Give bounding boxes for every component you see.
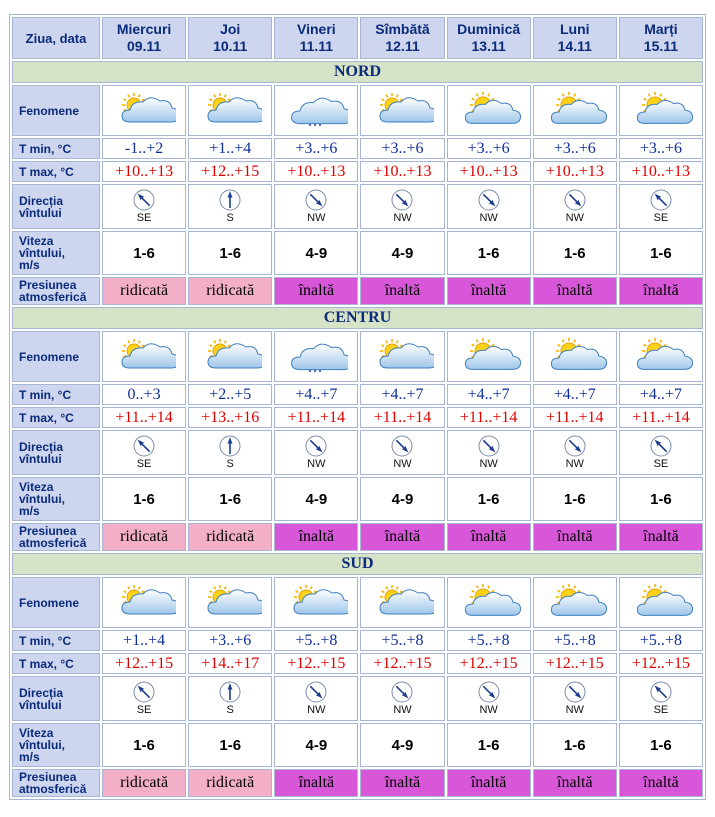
- phenomena-cell: [447, 577, 531, 628]
- day-name: Sîmbătă: [375, 21, 430, 37]
- phenomena-cell: [102, 331, 186, 382]
- label-line: Presiunea: [19, 770, 77, 784]
- pressure-value: ridicată: [102, 523, 186, 551]
- label-line: Direcția: [19, 193, 64, 208]
- mostly-sunny-icon: [457, 584, 521, 622]
- day-name: Vineri: [297, 21, 336, 37]
- phenomena-cell: [360, 331, 444, 382]
- region-header-row: [12, 307, 703, 329]
- day-date: 09.11: [126, 38, 162, 54]
- wind-direction-cell: [360, 430, 444, 475]
- mostly-sunny-icon: [629, 338, 693, 376]
- wind-direction-cell: [533, 430, 617, 475]
- day-header: [619, 17, 703, 59]
- label-line: atmosferică: [19, 290, 87, 304]
- tmin-value: +5..+8: [533, 630, 617, 651]
- wind-direction-text: SE: [653, 704, 669, 716]
- tmin-value: +3..+6: [619, 138, 703, 159]
- day-header: [447, 17, 531, 59]
- day-name: Marți: [644, 21, 678, 37]
- tmax-row: [12, 653, 703, 674]
- pressure-value: înaltă: [533, 523, 617, 551]
- tmin-row: [12, 384, 703, 405]
- wind-speed-value: 1-6: [533, 723, 617, 767]
- region-name: CENTRU: [12, 307, 703, 329]
- wind-speed-label: [12, 231, 100, 275]
- label-line: m/s: [19, 750, 40, 764]
- wind-direction-compass-icon: [391, 681, 413, 703]
- wind-direction-cell: [360, 676, 444, 721]
- pressure-value: înaltă: [447, 277, 531, 305]
- day-header: [274, 17, 358, 59]
- phenomena-row: [12, 577, 703, 628]
- mostly-sunny-icon: [543, 338, 607, 376]
- partly-cloudy-icon: [112, 92, 176, 130]
- partly-cloudy-icon: [112, 338, 176, 376]
- mostly-sunny-icon: [543, 584, 607, 622]
- wind-direction-compass-icon: [478, 189, 500, 211]
- wind-speed-value: 1-6: [102, 477, 186, 521]
- tmax-value: +14..+17: [188, 653, 272, 674]
- pressure-value: înaltă: [533, 277, 617, 305]
- wind-direction-compass-icon: [650, 435, 672, 457]
- pressure-value: ridicată: [188, 523, 272, 551]
- tmax-value: +12..+15: [274, 653, 358, 674]
- tmax-value: +11..+14: [102, 407, 186, 428]
- day-date: 11.11: [299, 38, 334, 54]
- label-line: Presiunea: [19, 278, 77, 292]
- wind-direction-text: NW: [565, 704, 584, 716]
- wind-speed-value: 4-9: [274, 231, 358, 275]
- tmin-row: [12, 138, 703, 159]
- wind-direction-cell: [360, 184, 444, 229]
- wind-direction-text: NW: [565, 212, 584, 224]
- phenomena-cell: [619, 85, 703, 136]
- pressure-row: [12, 769, 703, 797]
- wind-direction-compass-icon: [391, 435, 413, 457]
- label-line: Direcția: [19, 439, 64, 454]
- wind-direction-text: NW: [479, 212, 498, 224]
- label-line: vîntului,: [19, 738, 65, 752]
- phenomena-cell: [102, 577, 186, 628]
- wind-direction-text: NW: [393, 704, 412, 716]
- day-name: Luni: [560, 21, 590, 37]
- wind-speed-value: 1-6: [102, 723, 186, 767]
- tmin-value: +4..+7: [447, 384, 531, 405]
- wind-direction-cell: [619, 676, 703, 721]
- phenomena-cell: [274, 577, 358, 628]
- wind-direction-text: NW: [393, 458, 412, 470]
- tmin-value: +1..+4: [188, 138, 272, 159]
- pressure-label: [12, 277, 100, 305]
- phenomena-cell: [533, 85, 617, 136]
- wind-direction-compass-icon: [305, 189, 327, 211]
- phenomena-cell: [274, 331, 358, 382]
- tmin-value: +2..+5: [188, 384, 272, 405]
- region-name: NORD: [12, 61, 703, 83]
- wind-direction-cell: [619, 430, 703, 475]
- pressure-value: înaltă: [360, 277, 444, 305]
- wind-direction-text: SE: [653, 212, 669, 224]
- day-date: 14.11: [557, 38, 592, 54]
- partly-cloudy-icon: [112, 584, 176, 622]
- wind-direction-text: NW: [307, 212, 326, 224]
- tmax-value: +12..+15: [447, 653, 531, 674]
- day-header: [360, 17, 444, 59]
- pressure-value: ridicată: [188, 277, 272, 305]
- wind-speed-value: 1-6: [447, 723, 531, 767]
- wind-direction-compass-icon: [219, 435, 241, 457]
- wind-speed-value: 1-6: [619, 723, 703, 767]
- pressure-value: înaltă: [619, 769, 703, 797]
- wind-speed-value: 1-6: [533, 231, 617, 275]
- tmax-value: +12..+15: [360, 653, 444, 674]
- phenomena-label: Fenomene: [12, 331, 100, 382]
- wind-direction-compass-icon: [133, 681, 155, 703]
- tmin-value: 0..+3: [102, 384, 186, 405]
- wind-direction-cell: [619, 184, 703, 229]
- weather-forecast-table: [9, 14, 706, 800]
- wind-direction-cell: [274, 184, 358, 229]
- partly-cloudy-icon: [370, 338, 434, 376]
- phenomena-cell: [188, 331, 272, 382]
- tmin-label: T min, °C: [12, 384, 100, 405]
- phenomena-cell: [533, 331, 617, 382]
- partly-cloudy-icon: [198, 584, 262, 622]
- tmax-value: +12..+15: [619, 653, 703, 674]
- wind-direction-text: NW: [565, 458, 584, 470]
- wind-direction-compass-icon: [391, 189, 413, 211]
- wind-speed-value: 1-6: [102, 231, 186, 275]
- label-line: Presiunea: [19, 524, 77, 538]
- tmin-label: T min, °C: [12, 138, 100, 159]
- phenomena-cell: [533, 577, 617, 628]
- wind-direction-cell: [188, 676, 272, 721]
- wind-direction-label: [12, 430, 100, 475]
- tmin-value: +5..+8: [274, 630, 358, 651]
- wind-direction-compass-icon: [478, 681, 500, 703]
- wind-direction-cell: [188, 184, 272, 229]
- tmin-row: [12, 630, 703, 651]
- wind-direction-cell: [102, 184, 186, 229]
- wind-direction-compass-icon: [478, 435, 500, 457]
- phenomena-cell: [188, 577, 272, 628]
- wind-speed-label: [12, 477, 100, 521]
- wind-direction-compass-icon: [564, 435, 586, 457]
- label-line: vîntului: [19, 697, 62, 712]
- mostly-sunny-icon: [457, 92, 521, 130]
- wind-direction-row: [12, 676, 703, 721]
- wind-direction-text: S: [226, 212, 234, 224]
- tmax-value: +11..+14: [533, 407, 617, 428]
- wind-direction-row: [12, 430, 703, 475]
- label-line: atmosferică: [19, 536, 87, 550]
- wind-direction-compass-icon: [219, 681, 241, 703]
- forecast-body: [12, 61, 703, 797]
- pressure-value: ridicată: [102, 277, 186, 305]
- wind-direction-text: NW: [479, 704, 498, 716]
- pressure-row: [12, 277, 703, 305]
- tmin-value: +4..+7: [533, 384, 617, 405]
- pressure-value: ridicată: [188, 769, 272, 797]
- pressure-value: înaltă: [447, 523, 531, 551]
- wind-speed-value: 4-9: [360, 723, 444, 767]
- wind-direction-compass-icon: [650, 189, 672, 211]
- tmin-value: +1..+4: [102, 630, 186, 651]
- wind-direction-compass-icon: [133, 435, 155, 457]
- wind-direction-compass-icon: [305, 681, 327, 703]
- wind-direction-cell: [274, 430, 358, 475]
- wind-speed-value: 4-9: [360, 231, 444, 275]
- tmax-row: [12, 161, 703, 182]
- wind-direction-text: S: [226, 458, 234, 470]
- wind-direction-text: NW: [479, 458, 498, 470]
- wind-speed-value: 4-9: [274, 723, 358, 767]
- day-header: [533, 17, 617, 59]
- day-name: Miercuri: [116, 21, 172, 37]
- label-line: vîntului,: [19, 492, 65, 506]
- wind-direction-cell: [102, 430, 186, 475]
- day-name: Joi: [220, 21, 241, 37]
- day-date: 13.11: [471, 38, 506, 54]
- region-header-row: [12, 61, 703, 83]
- phenomena-label: Fenomene: [12, 577, 100, 628]
- day-date: 10.11: [213, 38, 248, 54]
- phenomena-cell: [102, 85, 186, 136]
- wind-direction-cell: [447, 676, 531, 721]
- wind-direction-text: SE: [653, 458, 669, 470]
- tmin-label: T min, °C: [12, 630, 100, 651]
- tmax-value: +12..+15: [102, 653, 186, 674]
- partly-cloudy-icon: [370, 584, 434, 622]
- wind-direction-row: [12, 184, 703, 229]
- wind-direction-cell: [447, 430, 531, 475]
- day-date-header-label: Ziua, data: [12, 17, 100, 59]
- tmin-value: +5..+8: [360, 630, 444, 651]
- tmax-value: +10..+13: [447, 161, 531, 182]
- phenomena-label: Fenomene: [12, 85, 100, 136]
- phenomena-cell: [274, 85, 358, 136]
- wind-speed-row: [12, 231, 703, 275]
- wind-direction-compass-icon: [219, 189, 241, 211]
- wind-direction-cell: [102, 676, 186, 721]
- partly-cloudy-icon: [198, 338, 262, 376]
- day-header: [188, 17, 272, 59]
- phenomena-row: [12, 85, 703, 136]
- region-header-row: [12, 553, 703, 575]
- pressure-value: înaltă: [360, 523, 444, 551]
- partly-cloudy-icon: [370, 92, 434, 130]
- wind-direction-compass-icon: [564, 681, 586, 703]
- label-line: Viteza: [19, 234, 54, 248]
- wind-direction-compass-icon: [650, 681, 672, 703]
- wind-speed-row: [12, 723, 703, 767]
- wind-direction-cell: [274, 676, 358, 721]
- pressure-row: [12, 523, 703, 551]
- pressure-value: înaltă: [447, 769, 531, 797]
- wind-speed-value: 1-6: [188, 723, 272, 767]
- pressure-value: înaltă: [274, 769, 358, 797]
- label-line: Viteza: [19, 726, 54, 740]
- label-line: vîntului: [19, 205, 62, 220]
- phenomena-cell: [360, 85, 444, 136]
- tmin-value: +4..+7: [274, 384, 358, 405]
- tmax-value: +10..+13: [360, 161, 444, 182]
- tmin-value: +5..+8: [619, 630, 703, 651]
- wind-direction-text: SE: [136, 704, 152, 716]
- wind-direction-text: SE: [136, 212, 152, 224]
- wind-direction-text: NW: [307, 458, 326, 470]
- wind-direction-cell: [533, 676, 617, 721]
- tmax-value: +13..+16: [188, 407, 272, 428]
- label-line: atmosferică: [19, 782, 87, 796]
- phenomena-cell: [447, 85, 531, 136]
- tmax-value: +12..+15: [188, 161, 272, 182]
- pressure-value: înaltă: [274, 523, 358, 551]
- tmin-value: +3..+6: [188, 630, 272, 651]
- wind-direction-cell: [533, 184, 617, 229]
- tmax-label: T max, °C: [12, 407, 100, 428]
- wind-speed-row: [12, 477, 703, 521]
- day-name: Duminică: [457, 21, 521, 37]
- tmax-row: [12, 407, 703, 428]
- header-row: [12, 17, 703, 59]
- tmax-value: +10..+13: [102, 161, 186, 182]
- phenomena-cell: [188, 85, 272, 136]
- mostly-sunny-icon: [457, 338, 521, 376]
- label-line: Viteza: [19, 480, 54, 494]
- tmin-value: +3..+6: [533, 138, 617, 159]
- wind-speed-value: 4-9: [274, 477, 358, 521]
- wind-direction-label: [12, 184, 100, 229]
- tmin-value: -1..+2: [102, 138, 186, 159]
- wind-direction-cell: [188, 430, 272, 475]
- phenomena-cell: [360, 577, 444, 628]
- tmin-value: +4..+7: [360, 384, 444, 405]
- wind-direction-cell: [447, 184, 531, 229]
- label-line: vîntului,: [19, 246, 65, 260]
- tmin-value: +3..+6: [447, 138, 531, 159]
- phenomena-cell: [447, 331, 531, 382]
- region-name: SUD: [12, 553, 703, 575]
- tmax-value: +11..+14: [619, 407, 703, 428]
- tmin-value: +3..+6: [360, 138, 444, 159]
- pressure-value: ridicată: [102, 769, 186, 797]
- day-header: [102, 17, 186, 59]
- partly-cloudy-icon: [284, 584, 348, 622]
- tmin-value: +5..+8: [447, 630, 531, 651]
- pressure-value: înaltă: [619, 523, 703, 551]
- wind-direction-text: NW: [307, 704, 326, 716]
- tmax-value: +10..+13: [274, 161, 358, 182]
- wind-direction-compass-icon: [133, 189, 155, 211]
- tmax-value: +12..+15: [533, 653, 617, 674]
- tmax-value: +11..+14: [274, 407, 358, 428]
- cloudy-light-snow-icon: [284, 338, 348, 376]
- mostly-sunny-icon: [629, 584, 693, 622]
- tmax-label: T max, °C: [12, 161, 100, 182]
- pressure-value: înaltă: [360, 769, 444, 797]
- wind-speed-value: 1-6: [447, 477, 531, 521]
- phenomena-row: [12, 331, 703, 382]
- wind-speed-value: 1-6: [188, 477, 272, 521]
- wind-speed-value: 1-6: [447, 231, 531, 275]
- mostly-sunny-icon: [629, 92, 693, 130]
- tmax-value: +11..+14: [360, 407, 444, 428]
- phenomena-cell: [619, 331, 703, 382]
- wind-speed-label: [12, 723, 100, 767]
- day-date: 12.11: [385, 38, 420, 54]
- label-line: m/s: [19, 504, 40, 518]
- tmax-value: +10..+13: [619, 161, 703, 182]
- wind-speed-value: 1-6: [533, 477, 617, 521]
- pressure-label: [12, 523, 100, 551]
- tmin-value: +4..+7: [619, 384, 703, 405]
- day-date: 15.11: [643, 38, 679, 54]
- tmax-label: T max, °C: [12, 653, 100, 674]
- wind-speed-value: 1-6: [619, 477, 703, 521]
- wind-speed-value: 1-6: [619, 231, 703, 275]
- tmax-value: +10..+13: [533, 161, 617, 182]
- phenomena-cell: [619, 577, 703, 628]
- wind-speed-value: 1-6: [188, 231, 272, 275]
- wind-direction-compass-icon: [564, 189, 586, 211]
- label-line: Direcția: [19, 685, 64, 700]
- pressure-value: înaltă: [533, 769, 617, 797]
- label-line: m/s: [19, 258, 40, 272]
- pressure-value: înaltă: [274, 277, 358, 305]
- wind-direction-text: NW: [393, 212, 412, 224]
- wind-direction-label: [12, 676, 100, 721]
- label-line: vîntului: [19, 451, 62, 466]
- pressure-label: [12, 769, 100, 797]
- tmax-value: +11..+14: [447, 407, 531, 428]
- tmin-value: +3..+6: [274, 138, 358, 159]
- wind-direction-text: SE: [136, 458, 152, 470]
- cloudy-light-snow-icon: [284, 92, 348, 130]
- wind-speed-value: 4-9: [360, 477, 444, 521]
- wind-direction-text: S: [226, 704, 234, 716]
- mostly-sunny-icon: [543, 92, 607, 130]
- partly-cloudy-icon: [198, 92, 262, 130]
- wind-direction-compass-icon: [305, 435, 327, 457]
- pressure-value: înaltă: [619, 277, 703, 305]
